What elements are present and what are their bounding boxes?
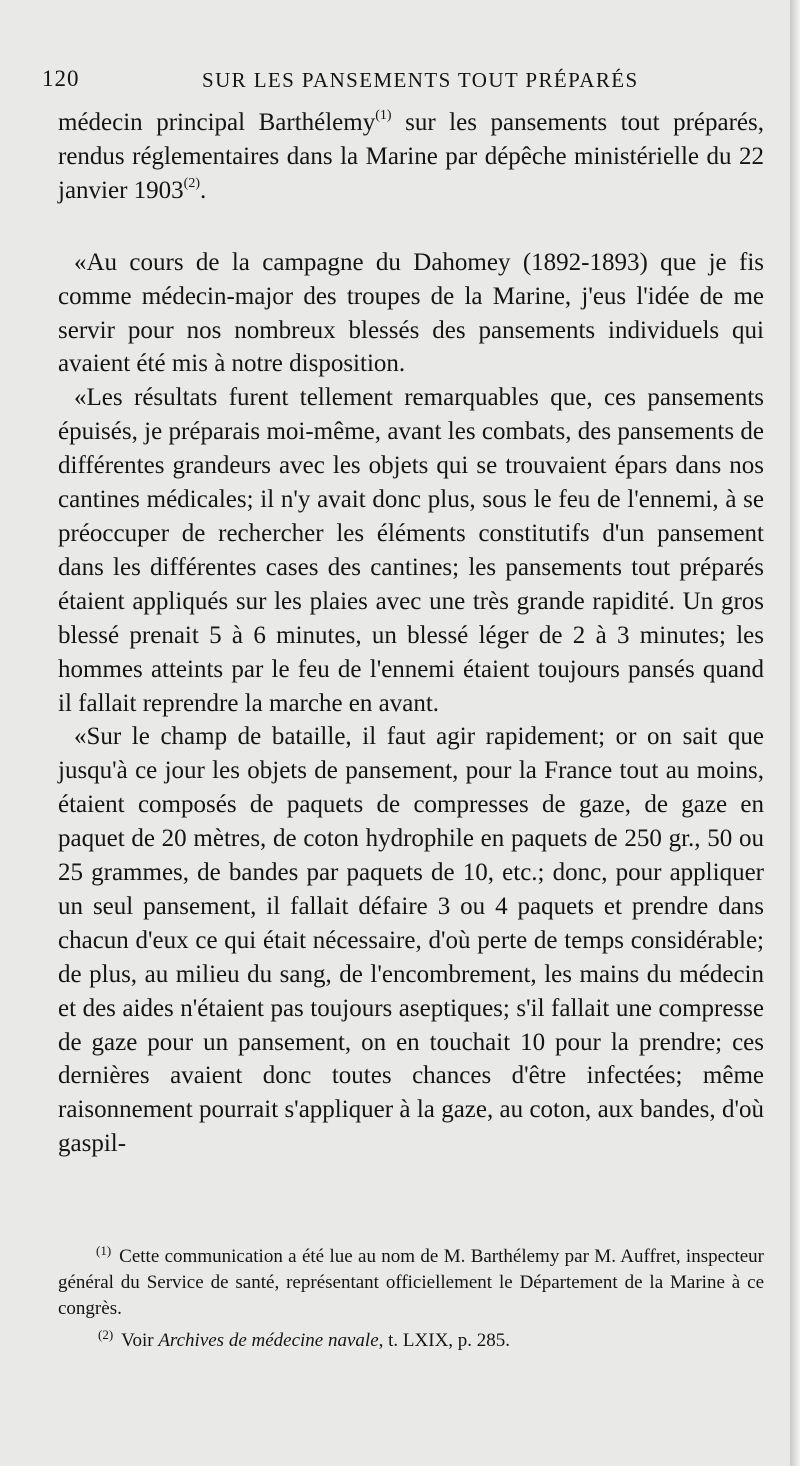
footnote-2: [58, 1322, 764, 1354]
footnote-2-prefix: Voir: [121, 1330, 159, 1351]
page-edge: [790, 0, 800, 1466]
page-header: [42, 66, 742, 106]
footnote-ref-1: (1): [375, 108, 392, 123]
paragraph-4: «Sur le champ de bataille, il faut agir rapidement; or on sait que jusqu'à ce jour les objets de pansement, pour la France tout au moins, étaient composés de paquets de compresses de gaze, de gaze en paquet de 20 mètres, de coton hydrophile en paquets de 250 gr., 50 ou 25 grammes, de bandes par paquets de 10, etc.; donc, pour appliquer un seul pansement, il fallait défaire 3 ou 4 paquets et prendre dans chacun d'eux ce qui était nécessaire, d'où perte de temps considérable; de plus, au milieu du sang, de l'encombrement, les mains du médecin et des aides n'étaient pas toujours aseptiques; s'il fallait une compresse de gaze pour un pansement, on en touchait 10 pour la prendre; ces dernières avaient donc toutes chances d'être infectées; même raisonnement pourrait s'appliquer à la gaze, au coton, aux bandes, d'où gaspil-: [58, 723, 764, 1158]
paragraph-1: [58, 106, 764, 208]
paragraph-1-end: .: [200, 176, 207, 204]
footnote-ref-2: (2): [183, 175, 200, 191]
footnote-1-number: (1): [96, 1243, 112, 1258]
footnote-2-suffix: , t. LXIX, p. 285.: [378, 1330, 511, 1351]
footnote-2-number: (2): [98, 1327, 114, 1342]
running-title: SUR LES PANSEMENTS TOUT PRÉPARÉS: [202, 68, 639, 92]
footnote-1: [58, 1238, 764, 1322]
paragraph-1-middle: sur les pansements tout préparés, rendus réglementaires dans la Marine par dépêche ministérielle du 22 janvier 1903: [58, 109, 764, 204]
footnotes: [58, 1238, 764, 1354]
paragraph-3: «Les résultats furent tellement remarquables que, ces pansements épuisés, je préparais moi-même, avant les combats, des pansements de différentes grandeurs avec les objets qui se trouvaient épars dans nos cantines médicales; il n'y avait donc plus, sous le feu de l'ennemi, à se préoccuper de rechercher les éléments constitutifs d'un pansement dans les différentes cases des cantines; les pansements tout préparés étaient appliqués sur les plaies avec une très grande rapidité. Un gros blessé prenait 5 à 6 minutes, un blessé léger de 2 à 3 minutes; les hommes atteints par le feu de l'ennemi étaient toujours pansés quand il fallait reprendre la marche en avant.: [58, 384, 764, 717]
paragraph-2: «Au cours de la campagne du Dahomey (1892-1893) que je fis comme médecin-major des troupes de la Marine, j'eus l'idée de me servir pour nos nombreux blessés des pansements individuels qui avaient été mis à notre disposition.: [58, 248, 764, 378]
footnote-2-journal: Archives de médecine navale: [158, 1330, 379, 1351]
paragraph-gap: [58, 208, 764, 246]
paragraph-1-start: médecin principal Barthélemy: [58, 109, 376, 136]
page-number: 120: [42, 66, 80, 91]
footnote-1-text: Cette communication a été lue au nom de M. Barthélemy par M. Auffret, inspecteur général du Service de santé, représentant officiellement le Département de la Marine à ce congrès.: [58, 1246, 764, 1319]
body-text: [58, 106, 764, 1161]
